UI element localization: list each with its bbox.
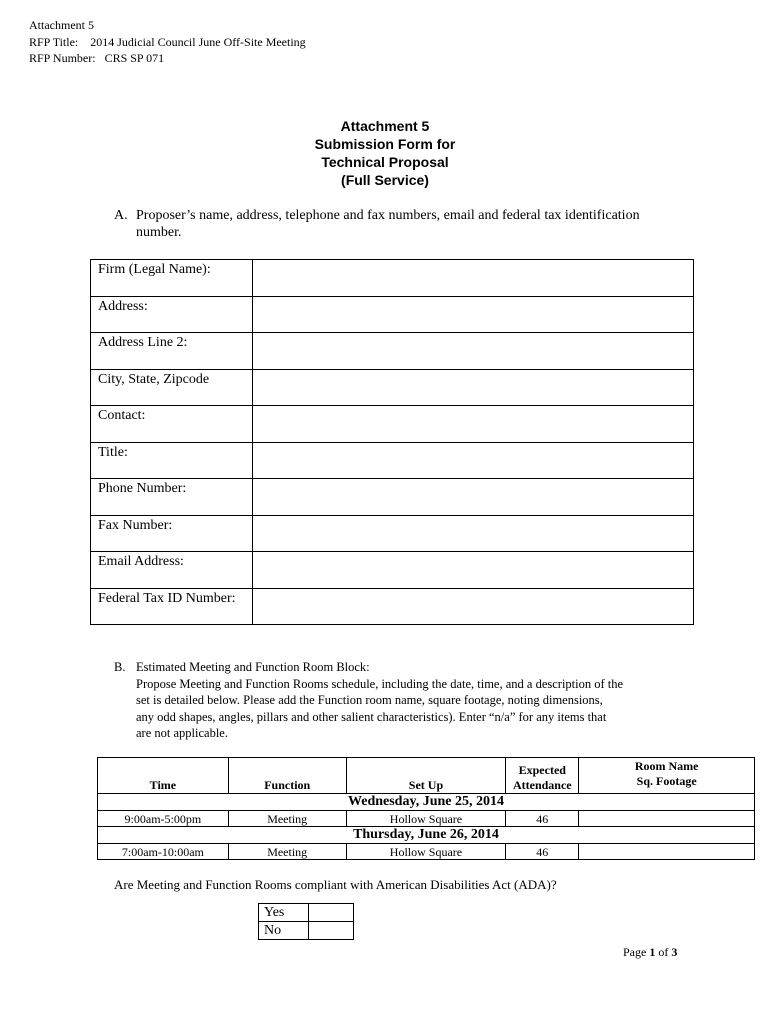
header-attendance	[506, 758, 579, 794]
rfp-title-value: 2014 Judicial Council June Off-Site Meeting	[90, 35, 306, 49]
title-line-3: Technical Proposal	[321, 154, 449, 170]
proposer-field-value[interactable]	[253, 442, 694, 479]
proposer-row	[91, 479, 694, 516]
ada-answer-table	[258, 903, 354, 940]
proposer-field-value[interactable]	[253, 406, 694, 443]
header-room	[579, 758, 755, 794]
title-line-4: (Full Service)	[341, 172, 429, 188]
rfp-number-value: CRS SP 071	[104, 51, 165, 65]
proposer-field-label: Contact:	[91, 406, 253, 443]
proposer-field-value[interactable]	[253, 588, 694, 625]
ada-yes-label: Yes	[259, 904, 309, 922]
document-title	[0, 117, 770, 189]
ada-yes-box[interactable]	[309, 904, 354, 922]
schedule-cell-time: 7:00am-10:00am	[98, 844, 229, 860]
rfp-title-label: RFP Title:	[29, 35, 79, 49]
proposer-row	[91, 406, 694, 443]
schedule-table	[97, 757, 755, 860]
proposer-row	[91, 515, 694, 552]
proposer-field-label: Title:	[91, 442, 253, 479]
page-total: 3	[671, 945, 678, 959]
proposer-field-label: City, State, Zipcode	[91, 369, 253, 406]
proposer-field-value[interactable]	[253, 515, 694, 552]
section-b-line-4: any odd shapes, angles, pillars and other salient characteristics). Enter “n/a” for any items that	[136, 709, 607, 724]
proposer-field-value[interactable]	[253, 369, 694, 406]
proposer-row	[91, 369, 694, 406]
schedule-cell-room[interactable]	[579, 811, 755, 827]
proposer-field-label: Federal Tax ID Number:	[91, 588, 253, 625]
proposer-row	[91, 588, 694, 625]
schedule-day-label: Wednesday, June 25, 2014	[98, 794, 755, 811]
schedule-cell-function: Meeting	[228, 844, 346, 860]
page-prefix: Page	[623, 945, 650, 959]
proposer-row	[91, 552, 694, 589]
proposer-field-value[interactable]	[253, 552, 694, 589]
title-line-1: Attachment 5	[340, 118, 430, 134]
section-b-line-3: set is detailed below. Please add the Function room name, square footage, noting dimensions,	[136, 693, 603, 707]
header-function: Function	[228, 758, 346, 794]
page-current: 1	[649, 945, 656, 959]
section-b-line-2: Propose Meeting and Function Rooms schedule, including the date, time, and a description of the	[136, 676, 624, 691]
schedule-row	[98, 811, 755, 827]
section-b-letter: B.	[114, 660, 126, 674]
ada-no-label: No	[259, 922, 309, 940]
proposer-field-label: Email Address:	[91, 552, 253, 589]
proposer-field-value[interactable]	[253, 260, 694, 297]
proposer-field-label: Phone Number:	[91, 479, 253, 516]
room-line-1: Room Name	[634, 759, 699, 773]
header-rfp-title	[29, 34, 306, 50]
title-line-2: Submission Form for	[314, 136, 456, 152]
ada-question: Are Meeting and Function Rooms compliant with American Disabilities Act (ADA)?	[114, 877, 557, 892]
header-attachment: Attachment 5	[29, 18, 94, 32]
section-b-line-1: Estimated Meeting and Function Room Block:	[136, 660, 370, 674]
schedule-cell-setup: Hollow Square	[346, 811, 506, 827]
proposer-field-label: Address:	[91, 296, 253, 333]
header-rfp-number	[29, 50, 164, 66]
room-line-2: Sq. Footage	[636, 774, 697, 788]
section-a-letter: A.	[114, 208, 128, 223]
schedule-cell-attendance: 46	[506, 844, 579, 860]
section-a-text	[136, 207, 736, 241]
proposer-field-value[interactable]	[253, 479, 694, 516]
proposer-field-label: Firm (Legal Name):	[91, 260, 253, 297]
attendance-line-2: Attendance	[512, 778, 572, 792]
schedule-day-label: Thursday, June 26, 2014	[98, 827, 755, 844]
schedule-cell-time: 9:00am-5:00pm	[98, 811, 229, 827]
section-a-line-2: number.	[136, 225, 182, 240]
proposer-row	[91, 333, 694, 370]
proposer-row	[91, 442, 694, 479]
rfp-number-label: RFP Number:	[29, 51, 96, 65]
proposer-row	[91, 296, 694, 333]
schedule-day-row	[98, 794, 755, 811]
schedule-day-row	[98, 827, 755, 844]
ada-no-box[interactable]	[309, 922, 354, 940]
page-of: of	[655, 945, 672, 959]
proposer-row	[91, 260, 694, 297]
proposer-field-label: Fax Number:	[91, 515, 253, 552]
schedule-cell-setup: Hollow Square	[346, 844, 506, 860]
schedule-cell-room[interactable]	[579, 844, 755, 860]
proposer-field-value[interactable]	[253, 333, 694, 370]
header-setup: Set Up	[346, 758, 506, 794]
section-b-line-5: are not applicable.	[136, 726, 228, 740]
proposer-field-label: Address Line 2:	[91, 333, 253, 370]
attendance-line-1: Expected	[518, 763, 566, 777]
page-number	[623, 945, 677, 960]
schedule-cell-function: Meeting	[228, 811, 346, 827]
schedule-row	[98, 844, 755, 860]
header-time: Time	[98, 758, 229, 794]
section-a-line-1: Proposer’s name, address, telephone and fax numbers, email and federal tax identification	[136, 208, 640, 223]
proposer-info-table	[90, 259, 694, 625]
schedule-cell-attendance: 46	[506, 811, 579, 827]
proposer-field-value[interactable]	[253, 296, 694, 333]
section-b-text	[136, 659, 736, 742]
